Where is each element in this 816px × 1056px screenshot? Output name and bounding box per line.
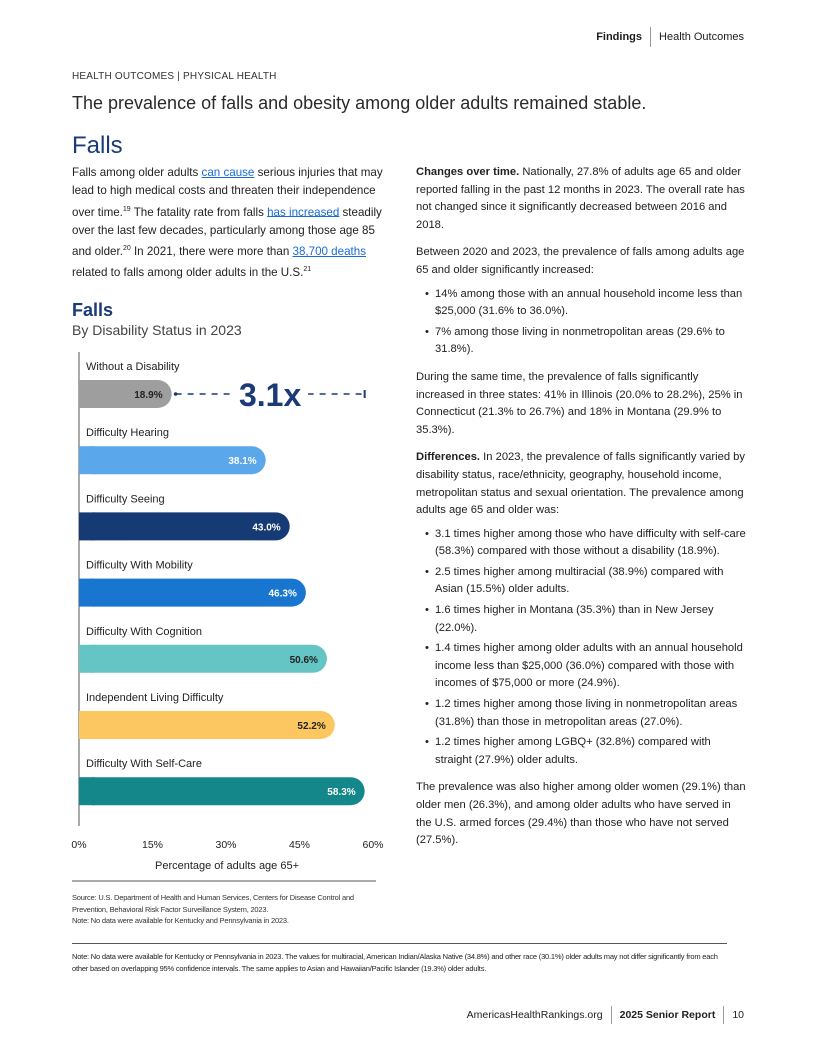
footnote-ref: 21	[303, 266, 312, 274]
list-item: • 3.1 times higher among those who have difficulty with self-care (58.3%) compared with those without a disability (18.9%).	[416, 526, 746, 561]
chart-bar-base	[79, 645, 95, 673]
chart-value-label: 38.1%	[228, 456, 257, 468]
right-column	[416, 164, 746, 860]
chart-x-tick-label: 30%	[215, 839, 237, 851]
header-section: Findings	[596, 31, 643, 43]
changes-paragraph: Changes over time. Nationally, 27.8% of adults age 65 and older reported falling in the past 12 months in 2023. The overall rate has not changed since it significantly decreased between 2016 and 2018.	[416, 166, 745, 231]
chart-category-label: Independent Living Difficulty	[86, 692, 224, 704]
header-divider	[650, 27, 651, 47]
chart-x-tick-label: 60%	[362, 839, 384, 851]
list-item: • 1.6 times higher in Montana (35.3%) than in New Jersey (22.0%).	[416, 602, 746, 637]
chart-value-label: 46.3%	[268, 588, 297, 600]
chart-category-label: Without a Disability	[86, 361, 180, 373]
footer-site[interactable]: AmericasHealthRankings.org	[466, 1009, 603, 1021]
list-item: • 14% among those with an annual household income less than $25,000 (31.6% to 36.0%).	[416, 286, 746, 321]
chart-category-label: Difficulty Hearing	[86, 427, 169, 440]
chart-bar-base	[79, 512, 95, 540]
header-subsection: Health Outcomes	[659, 31, 744, 43]
chart-value-label: 18.9%	[134, 390, 163, 401]
chart-value-label: 58.3%	[327, 787, 356, 799]
chart-bar-base	[79, 711, 95, 739]
list-item: • 1.2 times higher among those living in nonmetropolitan areas (31.8%) than those in metropolitan areas (27.0%).	[416, 696, 746, 731]
gender-veteran-paragraph: The prevalence was also higher among older women (29.1%) than older men (26.3%), and among older adults who have served in the U.S. armed forces (29.4%) than those who have not served (27.5%).	[416, 781, 746, 847]
chart-bar-base	[79, 777, 95, 805]
page-number: 10	[732, 1009, 744, 1021]
chart-category-label: Difficulty With Cognition	[86, 625, 202, 638]
states-paragraph: During the same time, the prevalence of falls significantly increased in three states: 41% in Illinois (20.0% to 28.2%), 25% in Connecticut (21.3% to 26.7%) and 18% in Montana (29.9% to 35.3%).	[416, 370, 743, 436]
differences-paragraph: Differences. In 2023, the prevalence of falls significantly varied by disability status, race/ethnicity, geography, household income, metropolitan status and sexual orientation. The prevalence among adults age 65 and older was:	[416, 451, 745, 517]
bottom-note: Note: No data were available for Kentucky or Pennsylvania in 2023. The values for multiracial, American Indian/Alaska Native (34.8%) and other race (30.1%) older adults may not differ significantly from each other based on overlapping 95% confidence intervals. The same applies to Asian and Hawaiian/Pacific Islander (19.3%) older adults.	[72, 952, 718, 973]
increase-intro: Between 2020 and 2023, the prevalence of falls among adults age 65 and older significantly increased:	[416, 246, 745, 276]
chart-annotation: 3.1x	[238, 377, 302, 413]
section-title: Falls	[72, 132, 123, 159]
chart-bar-base	[79, 380, 95, 408]
chart-category-label: Difficulty With Self-Care	[86, 758, 202, 771]
deaths-link[interactable]: 38,700 deaths	[292, 244, 366, 258]
intro-paragraph: Falls among older adults can cause serious injuries that may lead to high medical costs and threaten their independence over time.$^{19}$ The fatality rate from falls has increased steadily over the last few decades, particularly among those age 85 and older.$^{20}$ In 2021, there were more than 38,700 deaths related to falls among older adults in the U.S.$^{21}$	[72, 166, 383, 280]
list-item: • 2.5 times higher among multiracial (38.9%) compared with Asian (15.5%) older adults.	[416, 564, 746, 599]
can-cause-link[interactable]: can cause	[201, 166, 255, 179]
list-item: • 7% among those living in nonmetropolitan areas (29.6% to 31.8%).	[416, 324, 746, 359]
chart-title: Falls	[72, 300, 114, 320]
chart-value-label: 43.0%	[252, 522, 281, 534]
chart-value-label: 52.2%	[297, 721, 326, 732]
chart-bar	[79, 711, 335, 739]
chart-bar	[79, 777, 365, 805]
footer-divider	[723, 1006, 724, 1024]
page-header	[596, 27, 744, 47]
note-divider	[72, 943, 727, 944]
chart-category-label: Difficulty Seeing	[86, 493, 165, 506]
chart-x-axis-label: Percentage of adults age 65+	[154, 860, 300, 872]
list-item: • 1.2 times higher among LGBQ+ (32.8%) compared with straight (27.9%) older adults.	[416, 734, 746, 769]
has-increased-link[interactable]: has increased	[267, 205, 340, 219]
chart-bar-base	[79, 446, 95, 474]
page-footer	[467, 1006, 744, 1024]
chart-x-tick-label: 15%	[141, 839, 164, 851]
chart-comparison-start	[174, 392, 178, 396]
increase-list	[416, 286, 746, 359]
footer-report: 2025 Senior Report	[619, 1009, 716, 1021]
page-headline: The prevalence of falls and obesity among older adults remained stable.	[72, 93, 647, 113]
chart-comparison-end	[364, 390, 366, 398]
footnote-ref: 20	[122, 245, 131, 253]
chart-x-tick-label: 0%	[71, 839, 87, 851]
chart-subtitle: By Disability Status in 2023	[72, 322, 242, 338]
chart-source-note: Source: U.S. Department of Health and Human Services, Centers for Disease Control and Prevention, Behavioral Risk Factor Surveillance System, 2023. Note: No data were available for Kentucky and Pennsylvania in 2023.	[72, 893, 354, 925]
differences-list	[416, 526, 746, 770]
list-item: • 1.4 times higher among older adults with an annual household income less than $25,000 (36.0%) compared with those with incomes of $75,000 or more (24.9%).	[416, 640, 746, 693]
falls-bar-chart	[70, 350, 384, 880]
chart-x-tick-label: 45%	[288, 839, 311, 851]
footnote-ref: 19	[122, 205, 131, 213]
chart-category-label: Difficulty With Mobility	[86, 559, 193, 572]
chart-bar-base	[79, 579, 95, 607]
section-kicker: HEALTH OUTCOMES | PHYSICAL HEALTH	[72, 71, 277, 82]
chart-value-label: 50.6%	[289, 654, 318, 666]
footer-divider	[611, 1006, 612, 1024]
